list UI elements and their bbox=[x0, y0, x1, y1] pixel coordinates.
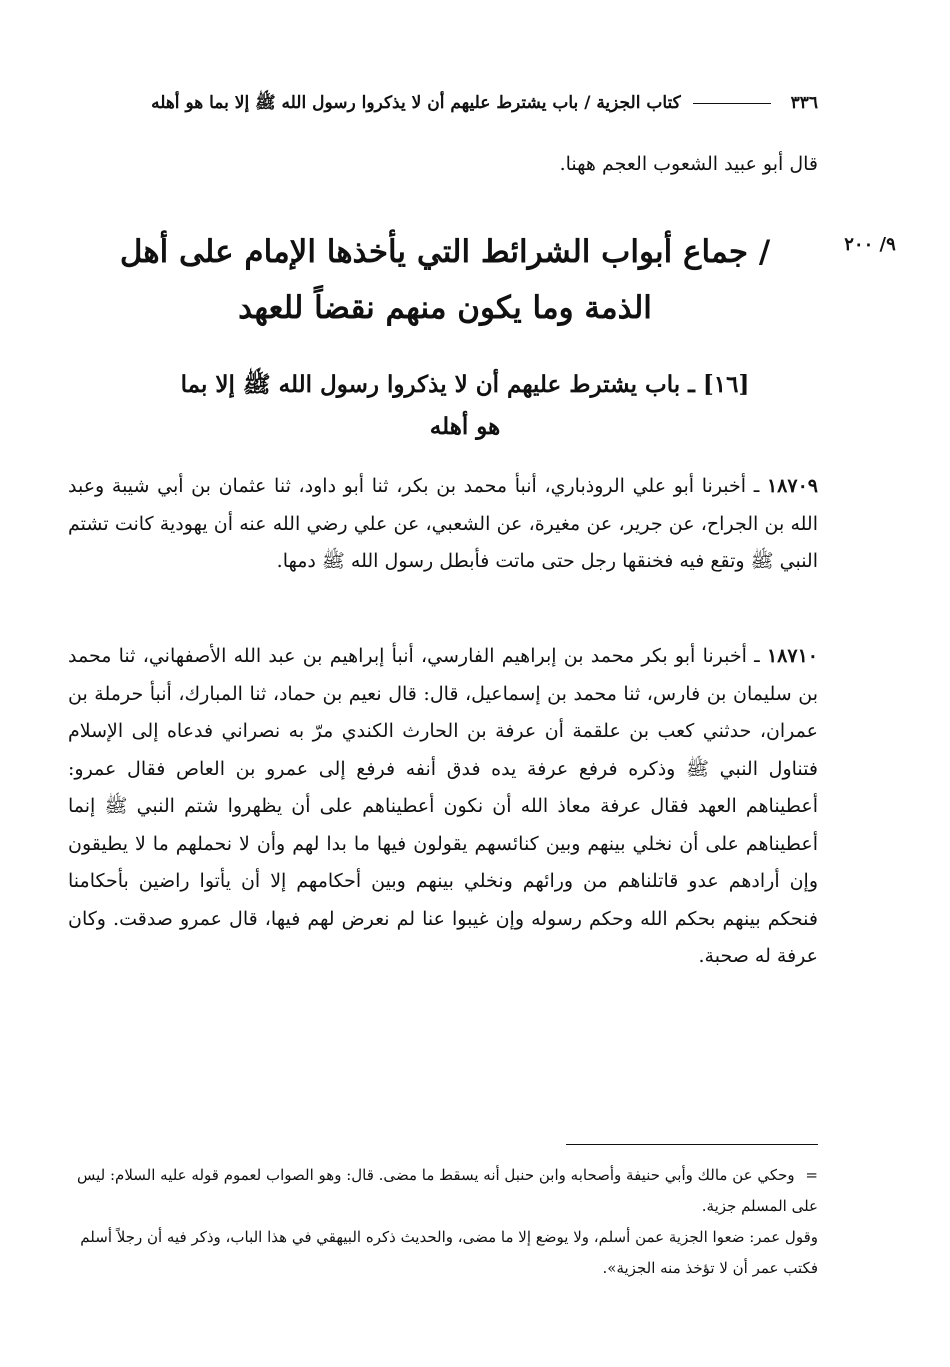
footnote-continuation-marker: = bbox=[805, 1166, 818, 1184]
running-title: كتاب الجزية / باب يشترط عليهم أن لا يذكروا رسول الله ﷺ إلا بما هو أهله bbox=[151, 93, 681, 113]
footnote-paragraph bbox=[68, 1160, 818, 1222]
footnote-paragraph bbox=[68, 1222, 818, 1284]
carryover-line: قال أبو عبيد الشعوب العجم ههنا. bbox=[559, 153, 818, 175]
footnote-text: وقول عمر: ضعوا الجزية عمن أسلم، ولا يوضع إلا ما مضى، والحديث ذكره البيهقي في هذا الباب، وذكر فيه أن رجلاً أسلم فكتب عمر أن لا تؤخذ منه الجزية». bbox=[80, 1228, 818, 1277]
main-heading: / جماع أبواب الشرائط التي يأخذها الإمام على أهل الذمة وما يكون منهم نقضاً للعهد bbox=[119, 234, 771, 326]
hadith-text: ـ أخبرنا أبو علي الروذباري، أنبأ محمد بن بكر، ثنا أبو داود، ثنا عثمان بن أبي شيبة وعبد الله بن الجراح، عن جرير، عن مغيرة، عن الشعبي، عن علي رضي الله عنه أن يهودية كانت تشتم النبي ﷺ وتقع فيه فخنقها رجل حتى ماتت فأبطل رسول الله ﷺ دمها. bbox=[68, 475, 818, 572]
header-rule bbox=[693, 103, 771, 104]
running-header bbox=[68, 88, 818, 118]
hadith-number: ١٨٧١٠ bbox=[766, 645, 818, 667]
page-number: ٣٣٦ bbox=[790, 93, 818, 113]
hadith-paragraph bbox=[68, 468, 818, 581]
footnote-divider bbox=[566, 1144, 818, 1145]
margin-reference: ٩/ ٢٠٠ bbox=[844, 234, 896, 255]
footnote-text: وحكي عن مالك وأبي حنيفة وأصحابه وابن حنبل أنه يسقط ما مضى. قال: وهو الصواب لعموم قوله عليه السلام: ليس على المسلم جزية. bbox=[76, 1166, 818, 1215]
hadith-number: ١٨٧٠٩ bbox=[766, 475, 818, 497]
hadith-text: ـ أخبرنا أبو بكر محمد بن إبراهيم الفارسي، أنبأ إبراهيم بن عبد الله الأصفهاني، ثنا محمد بن سليمان بن فارس، ثنا محمد بن إسماعيل، قال: قال نعيم بن حماد، ثنا المبارك، أنبأ حرملة بن عمران، حدثني كعب بن علقمة أن عرفة بن الحارث الكندي مرّ به نصراني فدعاه إلى الإسلام فتناول النبي ﷺ وذكره فرفع عرفة يده فدق أنفه فرفع إلى عمرو بن العاص فقال عمرو: أعطيناهم العهد فقال عرفة معاذ الله أن نكون أعطيناهم على أن يظهروا شتم النبي ﷺ إنما أعطيناهم على أن نخلي بينهم وبين كنائسهم يقولون فيها ما بدا لهم وأن لا نحملهم ما لا يطيقون وإن أرادهم عدو قاتلناهم من ورائهم ونخلي بينهم وبين أحكامهم إلا أن يأتوا راضين بأحكامنا فنحكم بينهم بحكم الله وحكم رسوله وإن غيبوا عنا لم نعرض لهم فيها، قال عمرو صدقت. وكان عرفة له صحبة. bbox=[68, 645, 818, 967]
footnotes bbox=[68, 1160, 818, 1284]
chapter-heading: [١٦] ـ باب يشترط عليهم أن لا يذكروا رسول الله ﷺ إلا بما هو أهله bbox=[180, 371, 750, 440]
hadith-paragraph bbox=[68, 638, 818, 976]
